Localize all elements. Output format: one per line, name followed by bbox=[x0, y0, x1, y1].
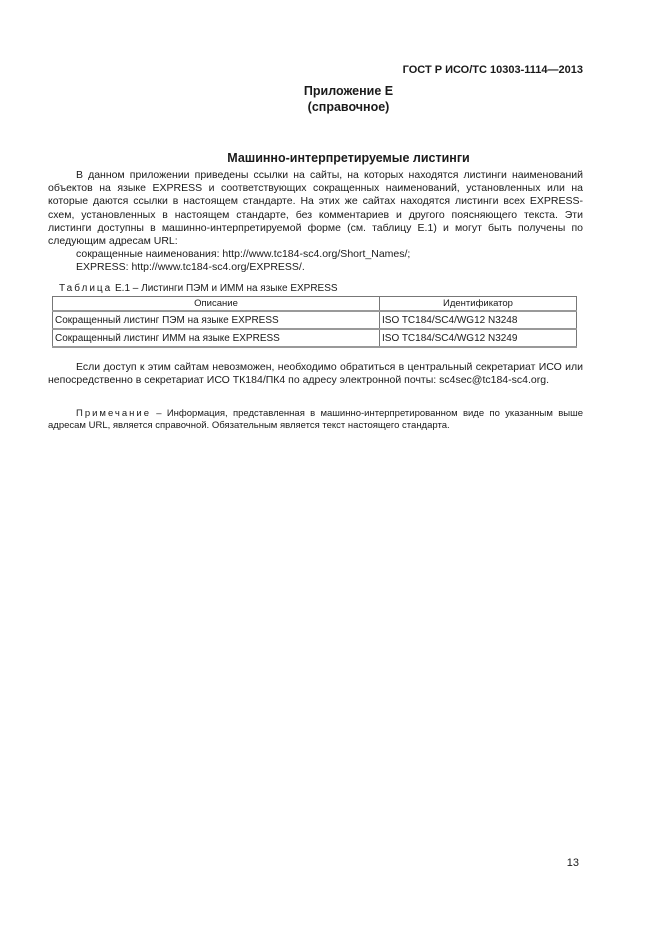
page-number: 13 bbox=[566, 857, 579, 869]
document-code: ГОСТ Р ИСО/ТС 10303-1114—2013 bbox=[402, 64, 583, 76]
intro-paragraph: В данном приложении приведены ссылки на сайты, на которых находятся листинги наименований объектов на языке EXPRESS и соответствующих сокращенных наименований, установленных или на которые даются ссылки в настоящем стандарте. На этих же сайтах находятся листинги всех EXPRESS-схем, установленных в настоящем стандарте, без комментариев и другого поясняющего текста. Эти листинги доступны в машинно-интерпретируемой форме (см. таблицу Е.1) и могут быть получены по следующим адресам URL: bbox=[48, 169, 583, 248]
table-caption-prefix: Таблица bbox=[59, 283, 113, 294]
contact-paragraph: Если доступ к этим сайтам невозможен, необходимо обратиться в центральный секретариат ИСО или непосредственно в секретариат ИСО ТК184/ПК4 по адресу электронной почты: sc4sec@tc184-sc4.org. bbox=[48, 361, 583, 387]
table-cell-description: Сокращенный листинг ПЭМ на языке EXPRESS bbox=[53, 311, 380, 329]
intro-block bbox=[48, 169, 583, 275]
table-row bbox=[53, 311, 577, 329]
table-caption-text: Е.1 – Листинги ПЭМ и ИММ на языке EXPRESS bbox=[112, 283, 338, 294]
url-express: EXPRESS: http://www.tc184-sc4.org/EXPRESS/. bbox=[76, 261, 305, 274]
column-header-identifier: Идентификатор bbox=[380, 297, 577, 312]
section-title: Машинно-интерпретируемые листинги bbox=[227, 151, 470, 165]
listings-table bbox=[52, 296, 577, 348]
table-cell-identifier: ISO TC184/SC4/WG12 N3248 bbox=[380, 311, 577, 329]
appendix-title-line1: Приложение Е bbox=[303, 84, 394, 98]
appendix-title-line2: (справочное) bbox=[307, 100, 390, 114]
appendix-title bbox=[0, 83, 661, 115]
table-cell-identifier: ISO TC184/SC4/WG12 N3249 bbox=[380, 329, 577, 347]
note-text: – Информация, представленная в машинно-интерпретированном виде по указанным выше адресам URL, является справочной. Обязательным является текст настоящего стандарта. bbox=[48, 408, 583, 431]
column-header-description: Описание bbox=[53, 297, 380, 312]
table-row bbox=[53, 329, 577, 347]
note bbox=[48, 408, 583, 432]
table-caption bbox=[59, 283, 338, 294]
url-short-names: сокращенные наименования: http://www.tc184-sc4.org/Short_Names/; bbox=[76, 248, 411, 261]
table-header-row bbox=[53, 297, 577, 312]
note-label: Примечание bbox=[76, 408, 151, 419]
contact-block bbox=[48, 361, 583, 387]
table-cell-description: Сокращенный листинг ИММ на языке EXPRESS bbox=[53, 329, 380, 347]
